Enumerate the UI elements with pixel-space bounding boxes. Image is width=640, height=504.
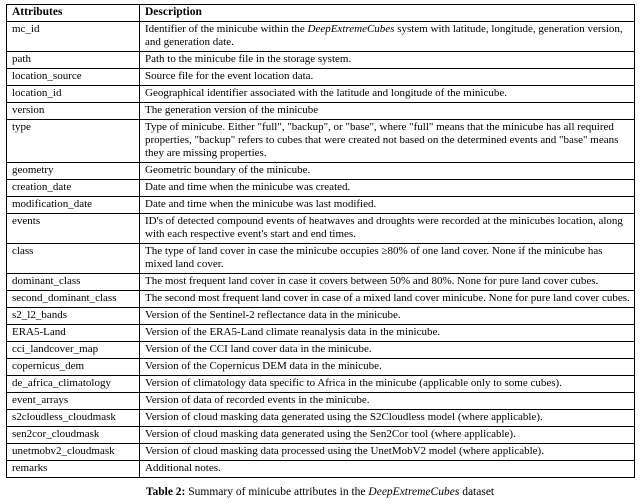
attribute-cell: creation_date	[7, 180, 140, 197]
table-row	[7, 52, 635, 69]
attributes-table-body	[7, 22, 635, 478]
attribute-cell: ERA5-Land	[7, 325, 140, 342]
attribute-cell: type	[7, 120, 140, 163]
attribute-cell: geometry	[7, 163, 140, 180]
description-cell: Version of cloud masking data generated using the Sen2Cor tool (where applicable).	[140, 427, 635, 444]
table-row	[7, 103, 635, 120]
attribute-cell: s2_l2_bands	[7, 308, 140, 325]
attribute-cell: class	[7, 244, 140, 274]
description-cell: Date and time when the minicube was created.	[140, 180, 635, 197]
table-row	[7, 291, 635, 308]
description-cell: Version of cloud masking data processed using the UnetMobV2 model (where applicable).	[140, 444, 635, 461]
description-cell: Additional notes.	[140, 461, 635, 478]
attribute-cell: mc_id	[7, 22, 140, 52]
table-row	[7, 376, 635, 393]
table-row	[7, 427, 635, 444]
attribute-cell: remarks	[7, 461, 140, 478]
attribute-cell: event_arrays	[7, 393, 140, 410]
attribute-cell: dominant_class	[7, 274, 140, 291]
description-cell: The second most frequent land cover in case of a mixed land cover minicube. None for pure land cover cubes.	[140, 291, 635, 308]
table-row	[7, 86, 635, 103]
table-row	[7, 393, 635, 410]
description-cell: Identifier of the minicube within the DeepExtremeCubes system with latitude, longitude, generation version, and generation date.	[140, 22, 635, 52]
description-cell: Source file for the event location data.	[140, 69, 635, 86]
description-cell: Version of the ERA5-Land climate reanalysis data in the minicube.	[140, 325, 635, 342]
attributes-column-header: Attributes	[7, 5, 140, 22]
table-row	[7, 410, 635, 427]
description-cell: The type of land cover in case the minicube occupies ≥80% of one land cover. None if the minicube has mixed land cover.	[140, 244, 635, 274]
attribute-cell: sen2cor_cloudmask	[7, 427, 140, 444]
table-row	[7, 214, 635, 244]
description-cell: Type of minicube. Either "full", "backup", or "base", where "full" means that the minicube has all required properties, "backup" refers to cubes that were created not based on the determined events and "base" means they are missing properties.	[140, 120, 635, 163]
description-cell: Version of data of recorded events in the minicube.	[140, 393, 635, 410]
attribute-cell: de_africa_climatology	[7, 376, 140, 393]
description-cell: Version of climatology data specific to Africa in the minicube (applicable only to some cubes).	[140, 376, 635, 393]
table-header-row	[7, 5, 635, 22]
attribute-cell: s2cloudless_cloudmask	[7, 410, 140, 427]
table-row	[7, 359, 635, 376]
description-cell: Geometric boundary of the minicube.	[140, 163, 635, 180]
attribute-cell: path	[7, 52, 140, 69]
attributes-table	[6, 4, 635, 478]
attribute-cell: location_id	[7, 86, 140, 103]
attribute-cell: second_dominant_class	[7, 291, 140, 308]
description-cell: Version of the CCI land cover data in the minicube.	[140, 342, 635, 359]
table-row	[7, 325, 635, 342]
description-cell: Geographical identifier associated with the latitude and longitude of the minicube.	[140, 86, 635, 103]
description-cell: The generation version of the minicube	[140, 103, 635, 120]
description-column-header: Description	[140, 5, 635, 22]
description-cell: The most frequent land cover in case it covers between 50% and 80%. None for pure land cover cubes.	[140, 274, 635, 291]
attribute-cell: cci_landcover_map	[7, 342, 140, 359]
description-cell: Version of the Sentinel-2 reflectance data in the minicube.	[140, 308, 635, 325]
table-caption	[6, 485, 634, 499]
attribute-cell: modification_date	[7, 197, 140, 214]
table-row	[7, 461, 635, 478]
attribute-cell: version	[7, 103, 140, 120]
table-row	[7, 342, 635, 359]
attribute-cell: location_source	[7, 69, 140, 86]
description-cell: Path to the minicube file in the storage system.	[140, 52, 635, 69]
table-row	[7, 244, 635, 274]
table-caption-label: Table 2:	[145, 486, 186, 498]
attribute-cell: unetmobv2_cloudmask	[7, 444, 140, 461]
table-row	[7, 274, 635, 291]
table-row	[7, 163, 635, 180]
table-row	[7, 197, 635, 214]
description-cell: Version of the Copernicus DEM data in the minicube.	[140, 359, 635, 376]
table-row	[7, 120, 635, 163]
table-row	[7, 444, 635, 461]
table-caption-text: Summary of minicube attributes in the DeepExtremeCubes dataset	[185, 486, 495, 498]
table-row	[7, 180, 635, 197]
table-row	[7, 69, 635, 86]
attribute-cell: copernicus_dem	[7, 359, 140, 376]
description-cell: Version of cloud masking data generated using the S2Cloudless model (where applicable).	[140, 410, 635, 427]
description-cell: Date and time when the minicube was last modified.	[140, 197, 635, 214]
table-row	[7, 22, 635, 52]
description-cell: ID's of detected compound events of heatwaves and droughts were recorded at the minicubes location, along with each respective event's start and end times.	[140, 214, 635, 244]
table-row	[7, 308, 635, 325]
attribute-cell: events	[7, 214, 140, 244]
